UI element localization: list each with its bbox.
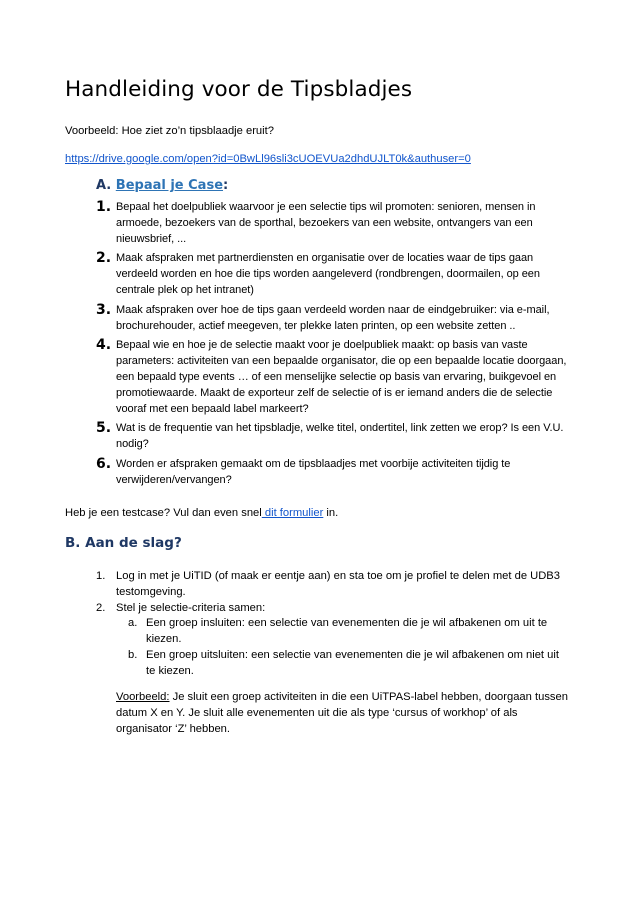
intro-text: Voorbeeld: Hoe ziet zo’n tipsblaadje eruit? — [65, 125, 274, 137]
list-item-number: 1. — [96, 570, 106, 582]
list-item-text: Worden er afspraken gemaakt om de tipsblaadjes met voorbije activiteiten tijdig te verwijderen/vervangen? — [116, 457, 511, 486]
list-item-number: 4. — [96, 337, 112, 354]
list-item — [96, 338, 572, 417]
list-item-number: 2. — [96, 250, 112, 267]
list-item — [96, 421, 572, 453]
example-drive-link[interactable]: https://drive.google.com/open?id=0BwLl96sli3cUOEVUa2dhdUJLT0k&authuser=0 — [65, 153, 471, 165]
sub-list-item — [128, 648, 566, 680]
selection-criteria-sublist — [116, 616, 566, 679]
example-text: Je sluit een groep activiteiten in die een UiTPAS-label hebben, doorgaan tussen datum X en Y. Je sluit alle evenementen uit die als type ‘cursus of workhop’ of als organisator ‘Z’ hebben. — [116, 691, 568, 735]
sub-list-item — [128, 616, 566, 648]
list-item-text: Stel je selectie-criteria samen: — [116, 601, 266, 614]
sub-list-text: Een groep insluiten: een selectie van evenementen die je wil afbakenen om uit te kiezen. — [146, 617, 548, 646]
testcase-text-end: in. — [323, 507, 339, 519]
list-item — [96, 200, 572, 247]
sub-list-text: Een groep uitsluiten: een selectie van evenementen die je wil afbakenen om niet uit te kiezen. — [146, 648, 559, 677]
list-item — [96, 457, 572, 489]
section-a-colon: : — [223, 178, 229, 193]
sub-list-letter: a. — [128, 617, 138, 630]
list-item-number: 1. — [96, 199, 112, 215]
list-item-text: Wat is de frequentie van het tipsbladje, welke titel, ondertitel, link zetten we erop? Is een V.U. nodig? — [116, 422, 564, 451]
example-label: Voorbeeld: — [116, 691, 170, 703]
list-item-text: Bepaal het doelpubliek waarvoor je een selectie tips wil promoten: senioren, mensen in armoede, bezoekers van de sporthal, bezoekers van een website, ontvangers van een nieuwsbrief, ... — [116, 201, 536, 245]
section-a-heading — [96, 178, 228, 193]
list-item-text: Log in met je UiTID (of maak er eentje aan) en sta toe om je profiel te delen met de UDB3 testomgeving. — [116, 570, 560, 598]
document-title: Handleiding voor de Tipsbladjes — [65, 77, 413, 102]
testcase-paragraph — [65, 507, 338, 519]
section-a-letter: A. — [96, 178, 112, 193]
list-item-number: 3. — [96, 301, 112, 318]
list-item-number: 6. — [96, 455, 112, 472]
testcase-text: Heb je een testcase? Vul dan even snel — [65, 507, 262, 519]
list-item-number: 2. — [96, 601, 106, 614]
section-b-heading: B. Aan de slag? — [65, 535, 182, 551]
list-item — [96, 569, 566, 601]
list-item — [96, 601, 566, 680]
section-b-list — [96, 569, 566, 680]
section-a-list — [96, 200, 572, 493]
list-item-text: Bepaal wie en hoe je de selectie maakt voor je doelpubliek maakt: op basis van vaste parameters: activiteiten van een bepaalde organisator, die op een bepaalde locatie doorgaan, een bepaald type events … of een menselijke selectie op basis van ervaring, buikgevoel en promotiewaarde. Maakt de exporteur zelf de selectie of is er iemand anders die de selectie vooraf met een bepaald label markeert? — [116, 339, 567, 415]
list-item — [96, 303, 572, 335]
example-paragraph — [116, 690, 568, 737]
list-item — [96, 251, 572, 298]
dit-formulier-link[interactable]: dit formulier — [261, 507, 324, 519]
bepaal-je-case-link[interactable]: Bepaal je Case — [115, 178, 224, 193]
list-item-text: Maak afspraken over hoe de tips gaan verdeeld worden naar de eindgebruiker: via e-mail, brochurehouder, actief meegeven, ter plekke laten printen, op een website zetten .. — [116, 303, 550, 332]
sub-list-letter: b. — [128, 648, 138, 661]
list-item-number: 5. — [96, 420, 112, 437]
list-item-text: Maak afspraken met partnerdiensten en organisatie over de locaties waar de tips gaan verdeeld worden en hoe die tips worden aangeleverd (rondbrengen, doormailen, op een centrale plek op het intranet) — [116, 252, 540, 296]
